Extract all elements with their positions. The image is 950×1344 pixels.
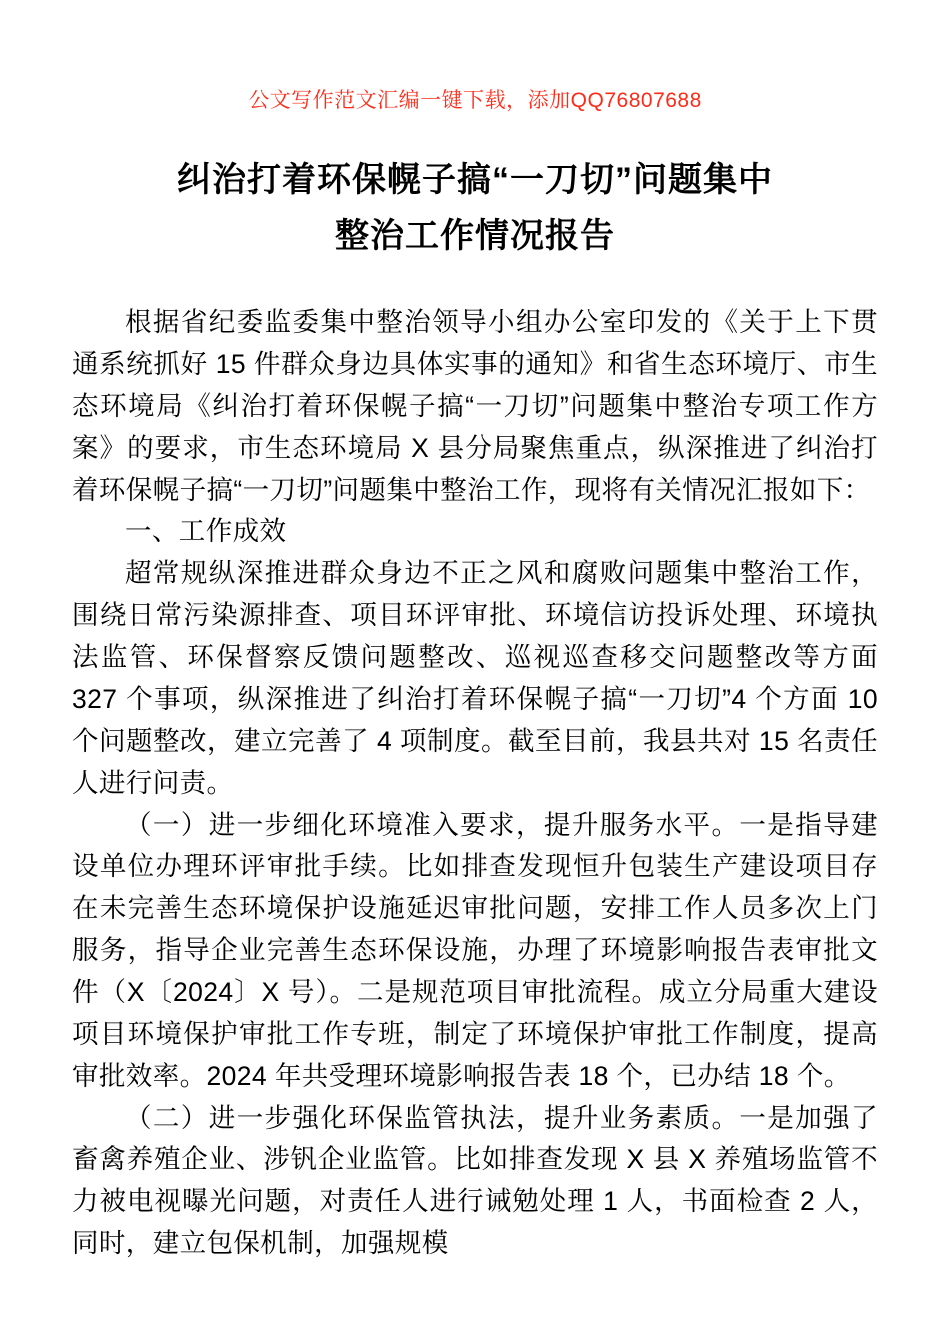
- page-title-line-2: 整治工作情况报告: [335, 217, 615, 256]
- body-heading-section-1: 一、工作成效: [125, 516, 287, 547]
- page-title: [72, 0, 878, 264]
- body-paragraph: 超常规纵深推进群众身边不正之风和腐败问题集中整治工作，围绕日常污染源排查、项目环评审批、环境信访投诉处理、环境执法监管、环保督察反馈问题整改、巡视巡查移交问题整改等方面 327 个事项，纵深推进了纠治打着环保幌子搞“一刀切”4 个方面 10 个问题整改，建立完善了 4 项制度。截至目前，我县共对 15 名责任人进行问责。: [72, 558, 878, 798]
- document-body: [72, 302, 878, 1265]
- body-paragraph: （二）进一步强化环保监管执法，提升业务素质。一是加强了畜禽养殖企业、涉钒企业监管。比如排查发现 X 县 X 养殖场监管不力被电视曝光问题，对责任人进行诫勉处理 1 人，书面检查 2 人，同时，建立包保机制，加强规模: [72, 1102, 878, 1259]
- watermark-text: 公文写作范文汇编一键下载，添加QQ76807688: [248, 89, 702, 112]
- body-paragraph: 根据省纪委监委集中整治领导小组办公室印发的《关于上下贯通系统抓好 15 件群众身边具体实事的通知》和省生态环境厅、市生态环境局《纠治打着环保幌子搞“一刀切”问题集中整治专项工作方案》的要求，市生态环境局 X 县分局聚焦重点，纵深推进了纠治打着环保幌子搞“一刀切”问题集中整治工作，现将有关情况汇报如下：: [72, 307, 878, 505]
- page-title-line-1: 纠治打着环保幌子搞“一刀切”问题集中: [177, 161, 773, 199]
- body-paragraph: （一）进一步细化环境准入要求，提升服务水平。一是指导建设单位办理环评审批手续。比如排查发现恒升包装生产建设项目存在未完善生态环境保护设施延迟审批问题，安排工作人员多次上门服务，指导企业完善生态环保设施，办理了环境影响报告表审批文件（X〔2024〕X 号）。二是规范项目审批流程。成立分局重大建设项目环境保护审批工作专班，制定了环境保护审批工作制度，提高审批效率。2024 年共受理环境影响报告表 18 个，已办结 18 个。: [72, 809, 878, 1091]
